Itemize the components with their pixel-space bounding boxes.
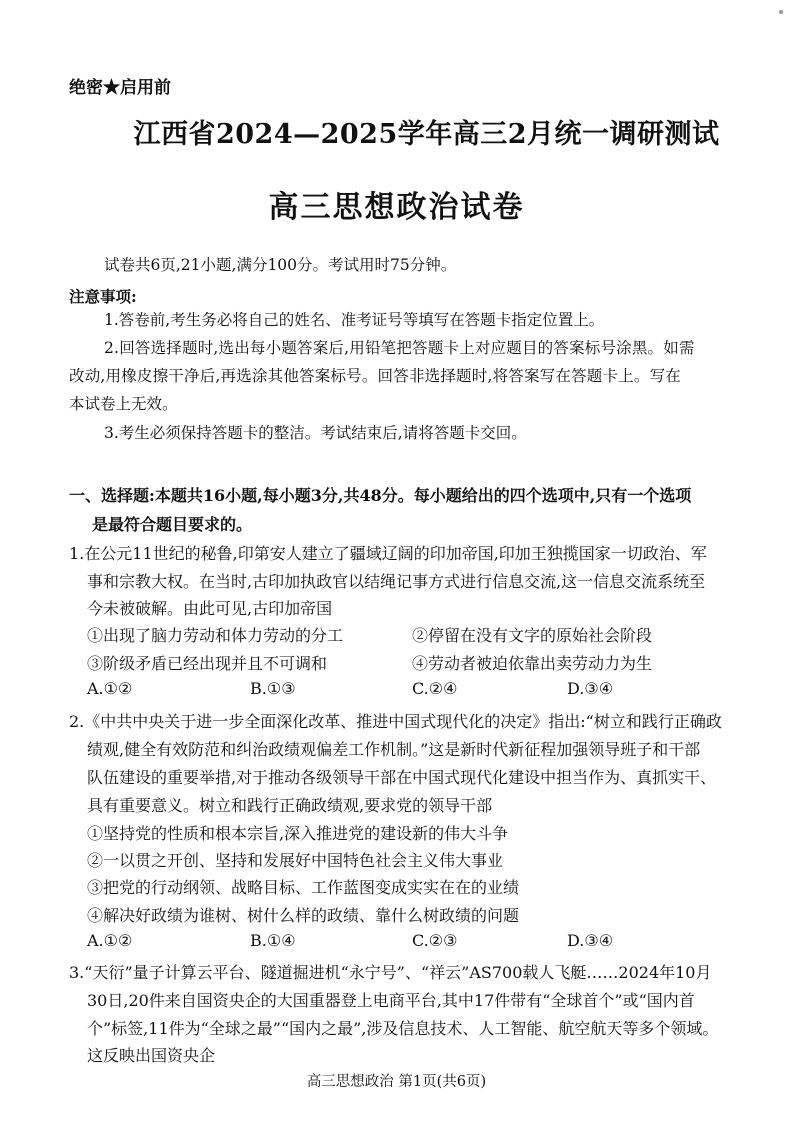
q3-stem-line-2: 30日,20件来自国资央企的大国重器登上电商平台,其中17件带有“全球首个”或“国内首	[87, 991, 695, 1010]
exam-summary: 试卷共6页,21小题,满分100分。考试用时75分钟。	[104, 256, 457, 274]
note-3: 3.考生必须保持答题卡的整洁。考试结束后,请将答题卡交回。	[104, 424, 527, 442]
q1-option-a: A.①②	[87, 679, 133, 698]
q2-stem-line-1: 2.《中共中央关于进一步全面深化改革、推进中国式现代化的决定》指出:“树立和践行正确政	[69, 712, 722, 731]
subject-title: 高三思想政治试卷	[268, 190, 525, 225]
q1-option-b: B.①③	[250, 679, 296, 698]
q2-statement-4: ④解决好政绩为谁树、树什么样的政绩、靠什么树政绩的问题	[87, 906, 520, 925]
section-heading-line-1: 一、选择题:本题共16小题,每小题3分,共48分。每小题给出的四个选项中,只有一个选项	[69, 486, 692, 505]
page-footer: 高三思想政治 第1页(共6页)	[306, 1074, 487, 1090]
q2-option-d: D.③④	[567, 931, 614, 950]
q2-option-a: A.①②	[87, 931, 133, 950]
section-heading-line-2: 是最符合题目要求的。	[92, 515, 253, 534]
notes-title: 注意事项:	[69, 287, 137, 306]
q2-stem-line-4: 具有重要意义。树立和践行正确政绩观,要求党的领导干部	[87, 796, 493, 815]
q3-stem-line-1: 3.“天衍”量子计算云平台、隧道掘进机“永宁号”、“祥云”AS700载人飞艇……2024年10月	[69, 963, 712, 982]
q1-statement-2: ②停留在没有文字的原始社会阶段	[412, 626, 653, 645]
q1-option-d: D.③④	[567, 679, 614, 698]
note-1: 1.答卷前,考生务必将自己的姓名、准考证号等填写在答题卡指定位置上。	[104, 311, 605, 329]
q1-statement-4: ④劳动者被迫依靠出卖劳动力为生	[412, 654, 653, 673]
q2-statement-2: ②一以贯之开创、坚持和发展好中国特色社会主义伟大事业	[87, 851, 504, 870]
q1-stem-line-1: 1.在公元11世纪的秘鲁,印第安人建立了疆域辽阔的印加帝国,印加王独揽国家一切政治、军	[69, 544, 707, 563]
corner-dot	[779, 10, 783, 14]
q1-statement-1: ①出现了脑力劳动和体力劳动的分工	[87, 626, 344, 645]
q2-option-c: C.②③	[412, 931, 458, 950]
q2-statement-3: ③把党的行动纲领、战略目标、工作蓝图变成实实在在的业绩	[87, 878, 520, 897]
note-2-line-1: 2.回答选择题时,选出每小题答案后,用铅笔把答题卡上对应题目的答案标号涂黑。如需	[104, 339, 695, 357]
q3-stem-line-4: 这反映出国资央企	[87, 1046, 216, 1065]
q1-statement-3: ③阶级矛盾已经出现并且不可调和	[87, 654, 328, 673]
q2-option-b: B.①④	[250, 931, 296, 950]
exam-title: 江西省2024—2025学年高三2月统一调研测试	[133, 119, 720, 150]
q1-stem-line-3: 今未被破解。由此可见,古印加帝国	[87, 599, 333, 618]
note-2-line-2: 改动,用橡皮擦干净后,再选涂其他答案标号。回答非选择题时,将答案写在答题卡上。写在	[69, 367, 681, 385]
q2-stem-line-2: 绩观,健全有效防范和纠治政绩观偏差工作机制。”这是新时代新征程加强领导班子和干部	[87, 740, 701, 759]
q1-stem-line-2: 事和宗教大权。在当时,古印加执政官以结绳记事方式进行信息交流,这一信息交流系统至	[87, 572, 706, 591]
q2-statement-1: ①坚持党的性质和根本宗旨,深入推进党的建设新的伟大斗争	[87, 824, 509, 843]
confidential-mark: 绝密★启用前	[69, 78, 171, 98]
note-2-line-3: 本试卷上无效。	[69, 395, 178, 413]
q3-stem-line-3: 个”标签,11件为“全球之最”“国内之最”,涉及信息技术、人工智能、航空航天等多个领域。	[87, 1019, 719, 1038]
q2-stem-line-3: 队伍建设的重要举措,对于推动各级领导干部在中国式现代化建设中担当作为、真抓实干、	[87, 768, 717, 787]
q1-option-c: C.②④	[412, 679, 458, 698]
